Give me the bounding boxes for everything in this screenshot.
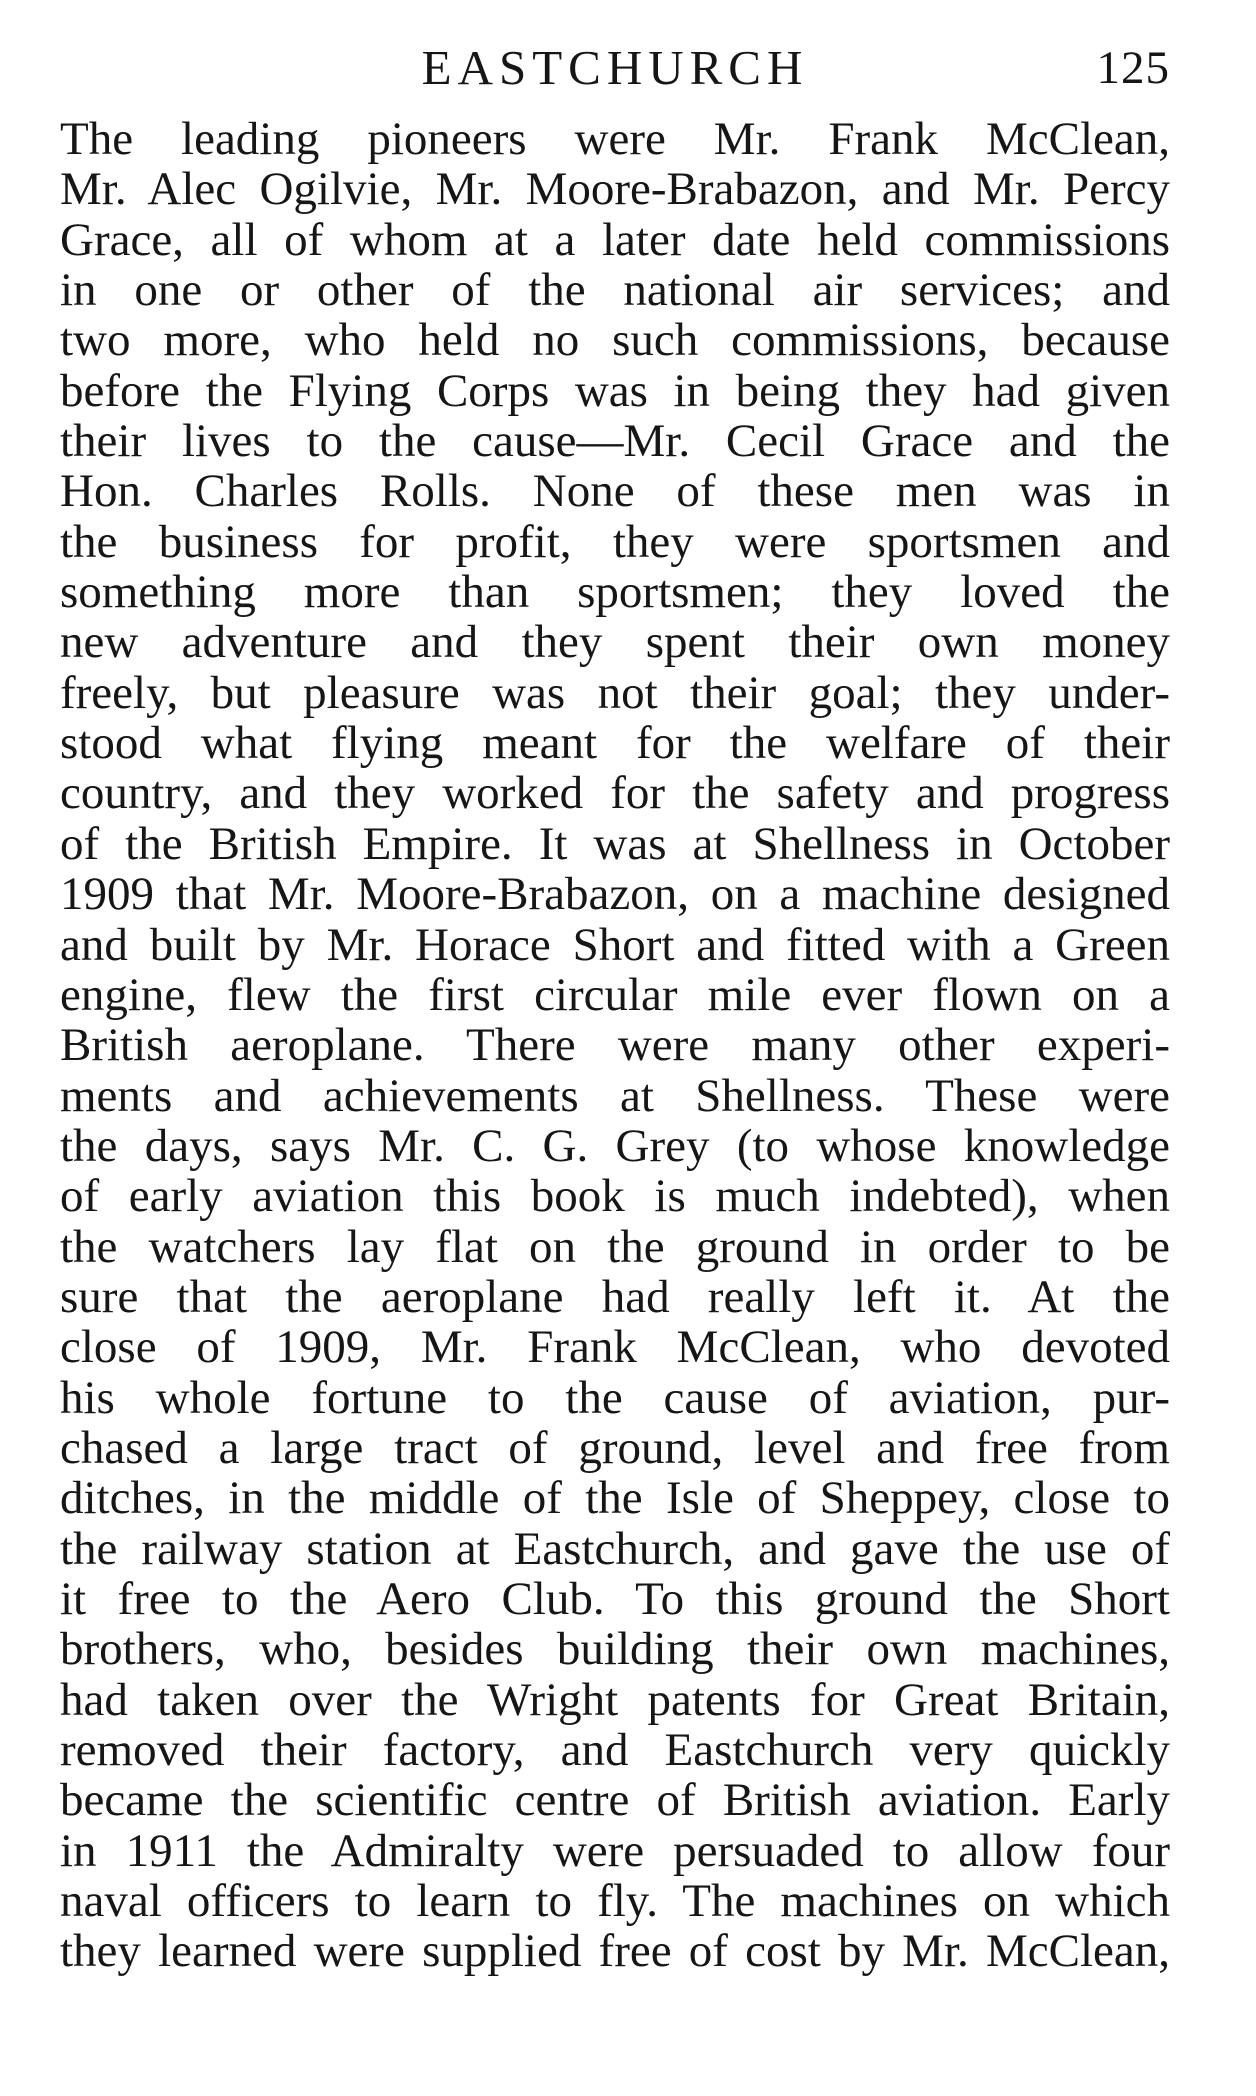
body-paragraph [60, 114, 1170, 1977]
text-line: Mr. Alec Ogilvie, Mr. Moore-Brabazon, and Mr. Percy [60, 163, 1170, 216]
text-line: it free to the Aero Club. To this ground the Short [60, 1572, 1170, 1625]
running-header [60, 38, 1170, 98]
text-line: the watchers lay flat on the ground in order to be [60, 1220, 1170, 1273]
text-line: 1909 that Mr. Moore-Brabazon, on a machine designed [60, 868, 1170, 921]
text-line: of early aviation this book is much indebted), when [60, 1170, 1170, 1223]
text-line: and built by Mr. Horace Short and fitted with a Green [60, 918, 1170, 971]
text-line: became the scientific centre of British aviation. Early [60, 1774, 1170, 1827]
text-line: the days, says Mr. C. G. Grey (to whose knowledge [60, 1119, 1170, 1172]
text-line: sure that the aeroplane had really left it. At the [60, 1270, 1170, 1323]
text-line: new adventure and they spent their own money [60, 616, 1170, 669]
text-line: close of 1909, Mr. Frank McClean, who devoted [60, 1321, 1170, 1374]
text-line: in one or other of the national air services; and [60, 264, 1170, 317]
text-line: naval officers to learn to fly. The machines on which [60, 1875, 1170, 1928]
text-line: his whole fortune to the cause of aviation, pur- [60, 1371, 1170, 1424]
text-line: country, and they worked for the safety and progress [60, 767, 1170, 820]
text-line: the railway station at Eastchurch, and gave the use of [60, 1522, 1170, 1575]
text-line: engine, flew the first circular mile ever flown on a [60, 968, 1170, 1021]
text-line: ditches, in the middle of the Isle of Sheppey, close to [60, 1472, 1170, 1525]
text-line: something more than sportsmen; they loved the [60, 566, 1170, 619]
text-line: had taken over the Wright patents for Great Britain, [60, 1673, 1170, 1726]
text-line: freely, but pleasure was not their goal; they under- [60, 666, 1170, 719]
text-line: chased a large tract of ground, level and free from [60, 1421, 1170, 1474]
text-line: of the British Empire. It was at Shellness in October [60, 817, 1170, 870]
text-line: ments and achievements at Shellness. These were [60, 1069, 1170, 1122]
text-line: British aeroplane. There were many other experi- [60, 1019, 1170, 1072]
text-line: two more, who held no such commissions, because [60, 314, 1170, 367]
running-title: EASTCHURCH [421, 40, 809, 95]
text-line: The leading pioneers were Mr. Frank McClean, [60, 113, 1170, 165]
text-line: brothers, who, besides building their own machines, [60, 1623, 1170, 1676]
text-line: in 1911 the Admiralty were persuaded to allow four [60, 1824, 1170, 1877]
page-number: 125 [1096, 42, 1170, 94]
text-line: Grace, all of whom at a later date held commissions [60, 213, 1170, 266]
text-line: before the Flying Corps was in being they had given [60, 364, 1170, 417]
text-line: Hon. Charles Rolls. None of these men was in [60, 465, 1170, 518]
text-line: their lives to the cause—Mr. Cecil Grace and the [60, 415, 1170, 468]
text-line: removed their factory, and Eastchurch very quickly [60, 1724, 1170, 1776]
text-line: the business for profit, they were sportsmen and [60, 515, 1170, 568]
text-line: stood what flying meant for the welfare of their [60, 717, 1170, 770]
text-line: they learned were supplied free of cost by Mr. McClean, [60, 1925, 1170, 1978]
